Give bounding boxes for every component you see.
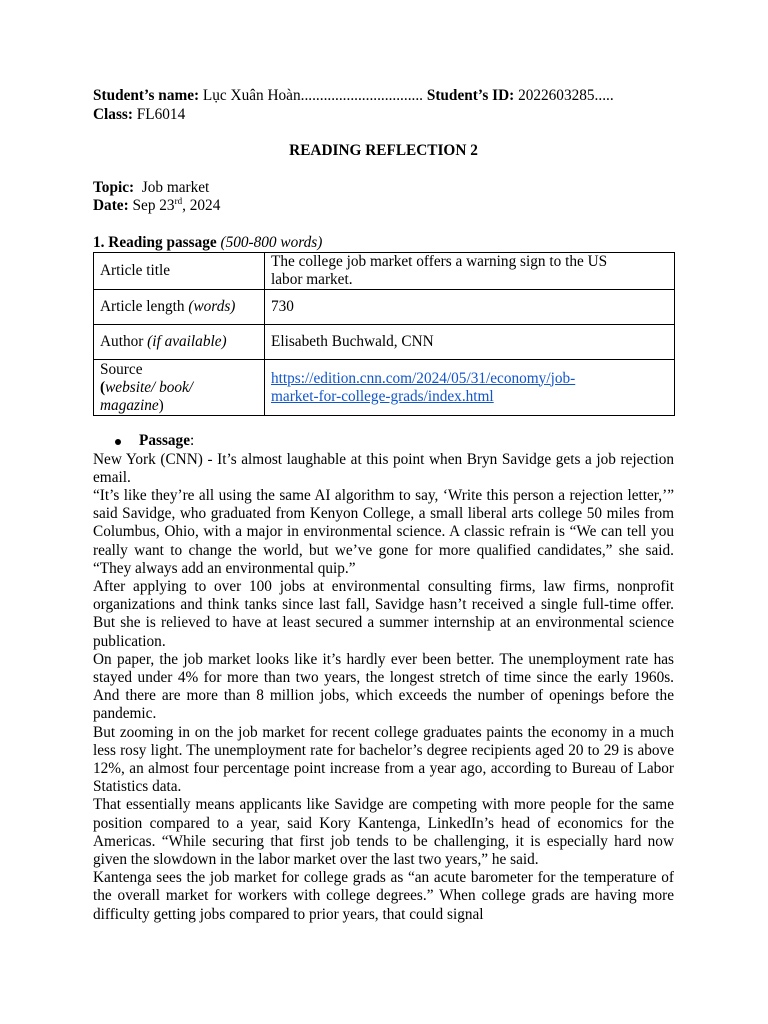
article-title-value (265, 253, 675, 290)
source-note-line2: magazine) (100, 396, 164, 414)
author-label (94, 325, 265, 360)
topic-value: Job market (141, 178, 210, 196)
passage-bullet: Passage: (93, 432, 674, 451)
section-heading (93, 234, 674, 253)
passage-paragraph: “It’s like they’re all using the same AI algorithm to say, ‘Write this person a rejection letter,’” said Savidge, who graduated from Kenyon College, a small liberal arts college 50 miles from Columbus, Ohio, with a major in environmental science. A classic refrain is “We can tell you really want to change the world, but we’ve gone for more qualified candidates,” she said. “They always add an environmental quip.” (93, 486, 674, 577)
article-title-line2: labor market. (271, 271, 353, 288)
passage-label: Passage (139, 432, 190, 449)
bullet-icon (115, 439, 121, 445)
source-label-text: Source (100, 360, 143, 378)
source-link-line1[interactable]: https://edition.cnn.com/2024/05/31/economy/job- (271, 369, 576, 387)
source-link[interactable] (271, 370, 575, 405)
author-label-note: (if available) (147, 333, 227, 350)
document-page (93, 87, 674, 924)
article-info-table (93, 252, 675, 416)
student-name-value: Lục Xuân Hoàn................................ (202, 87, 423, 104)
article-title-label: Article title (94, 253, 265, 290)
date-sup: rd (174, 195, 183, 206)
passage-body (93, 451, 674, 924)
source-value (265, 360, 675, 416)
date-prefix: Sep 23 (132, 197, 175, 214)
source-note-text1: website/ book/ (105, 378, 194, 396)
student-info-line (93, 87, 674, 106)
section-note: (500-800 words) (220, 233, 323, 251)
author-value: Elisabeth Buchwald, CNN (265, 325, 675, 360)
source-note-line1: (website/ book/ (100, 378, 194, 396)
table-row (94, 325, 675, 360)
section-label: 1. Reading passage (93, 233, 217, 251)
article-title-line1: The college job market offers a warning sign to the US (271, 253, 608, 270)
source-note-text2: magazine (100, 396, 159, 414)
table-row (94, 253, 675, 290)
table-row (94, 290, 675, 325)
passage-paragraph: But zooming in on the job market for recent college graduates paints the economy in a much less rosy light. The unemployment rate for bachelor’s degree recipients aged 20 to 29 is above 12%, an almost four percentage point increase from a year ago, according to Bureau of Labor Statistics data. (93, 723, 674, 796)
article-length-value: 730 (265, 290, 675, 325)
class-label: Class: (93, 105, 133, 123)
topic-line (93, 179, 674, 198)
date-line (93, 197, 674, 216)
student-id-label: Student’s ID: (426, 87, 515, 104)
source-label (94, 360, 265, 416)
date-suffix: , 2024 (182, 197, 221, 214)
passage-paragraph: On paper, the job market looks like it’s hardly ever been better. The unemployment rate has stayed under 4% for more than two years, the longest stretch of time since the early 1960s. And there are more than 8 million jobs, which exceeds the number of openings before the pandemic. (93, 650, 674, 723)
document-title: READING REFLECTION 2 (289, 142, 478, 159)
length-label-text: Article length (100, 298, 185, 315)
author-label-text: Author (100, 333, 144, 350)
table-row (94, 360, 675, 416)
passage-paragraph: Kantenga sees the job market for college grads as “an acute barometer for the temperature of the overall market for workers with college degrees.” When college grads are having more difficulty getting jobs compared to prior years, that could signal (93, 869, 674, 923)
class-line (93, 106, 674, 125)
passage-paragraph: After applying to over 100 jobs at environmental consulting firms, law firms, nonprofit organizations and think tanks since last fall, Savidge hasn’t received a single full-time offer. But she is relieved to have at least secured a summer internship at an environmental science publication. (93, 577, 674, 650)
student-id-value: 2022603285..... (518, 87, 614, 104)
passage-paragraph: New York (CNN) - It’s almost laughable at this point when Bryn Savidge gets a job rejection email. (93, 450, 674, 486)
student-name-label: Student’s name: (93, 87, 200, 104)
date-label: Date: (93, 197, 129, 214)
passage-paragraph: That essentially means applicants like Savidge are competing with more people for the same position compared to a year, said Kory Kantenga, LinkedIn’s head of economics for the Americas. “While securing that first job tends to be challenging, it is especially hard now given the slowdown in the labor market over the last two years,” he said. (93, 796, 674, 868)
source-link-line2[interactable]: market-for-college-grads/index.html (271, 387, 494, 405)
class-value: FL6014 (136, 105, 186, 123)
topic-label: Topic: (93, 178, 135, 196)
article-length-label (94, 290, 265, 325)
length-label-note: (words) (188, 298, 236, 315)
